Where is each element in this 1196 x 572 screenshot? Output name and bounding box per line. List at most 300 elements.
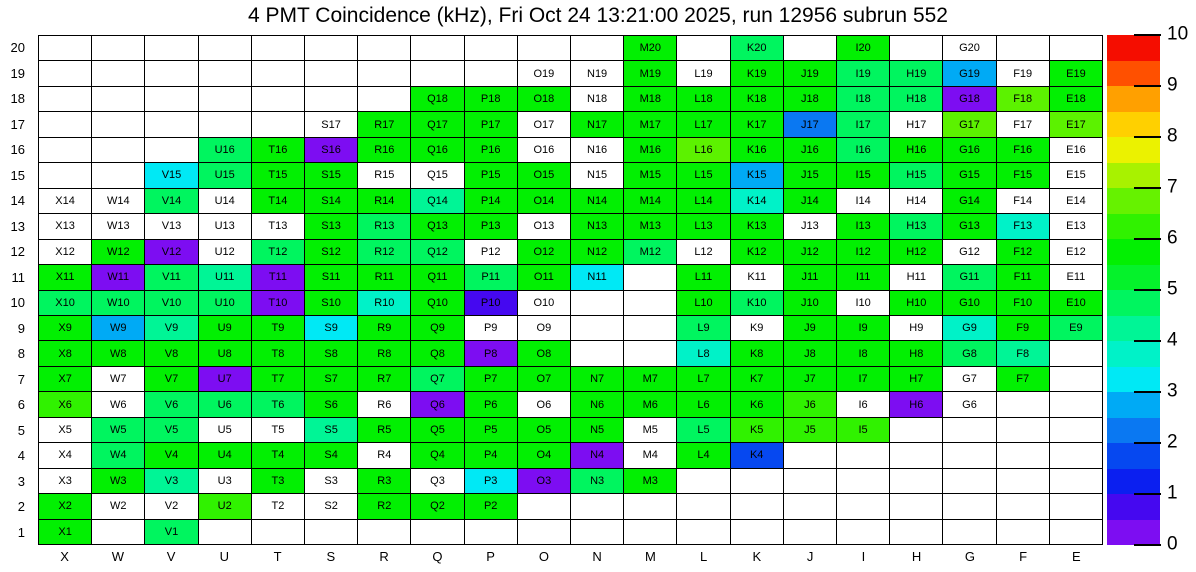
heatmap-cell: I14 [837,189,890,214]
y-axis-tick-label: 8 [17,346,25,362]
y-axis-tick-label: 20 [10,40,25,56]
heatmap-cell: N11 [571,265,624,290]
heatmap-cell [358,36,411,61]
heatmap-cell: P8 [465,341,518,366]
heatmap-cell: M20 [624,36,677,61]
x-axis-tick-label: X [60,549,69,564]
colorbar-tick-label: 8 [1167,125,1178,147]
heatmap-cell [943,418,996,443]
heatmap-cell: X7 [39,367,92,392]
heatmap-cell: R5 [358,418,411,443]
heatmap-cell: L8 [677,341,730,366]
heatmap-cell [677,494,730,519]
heatmap-cell: N7 [571,367,624,392]
heatmap-cell: X12 [39,240,92,265]
heatmap-cell: F9 [997,316,1050,341]
heatmap-cell: H7 [890,367,943,392]
y-axis-tick-label: 6 [17,397,25,413]
heatmap-cell: S12 [305,240,358,265]
heatmap-cell [92,36,145,61]
heatmap-cell: F19 [997,61,1050,86]
heatmap-cell: P11 [465,265,518,290]
heatmap-cell: O5 [518,418,571,443]
heatmap-cell: S8 [305,341,358,366]
heatmap-cell: Q15 [411,163,464,188]
heatmap-cell: T12 [252,240,305,265]
heatmap-cell [39,36,92,61]
heatmap-cell: F7 [997,367,1050,392]
colorbar-band [1107,316,1160,342]
heatmap-cell [890,443,943,468]
heatmap-cell [411,61,464,86]
colorbar-band [1107,239,1160,265]
heatmap-cell: L5 [677,418,730,443]
y-axis-tick-label: 15 [10,167,25,183]
y-axis-tick-label: 2 [17,499,25,515]
heatmap-cell: M19 [624,61,677,86]
heatmap-cell [199,61,252,86]
heatmap-cell [571,341,624,366]
heatmap-cell: F12 [997,240,1050,265]
heatmap-cell: T8 [252,341,305,366]
heatmap-cell: F11 [997,265,1050,290]
heatmap-cell: I6 [837,392,890,417]
heatmap-cell: I12 [837,240,890,265]
heatmap-cell: W6 [92,392,145,417]
heatmap-cell: T14 [252,189,305,214]
heatmap-cell: U7 [199,367,252,392]
heatmap-cell: F18 [997,87,1050,112]
heatmap-cell: E10 [1050,291,1103,316]
heatmap-cell: E13 [1050,214,1103,239]
heatmap-cell: R8 [358,341,411,366]
heatmap-cell: O18 [518,87,571,112]
heatmap-cell: O9 [518,316,571,341]
heatmap-cell: G6 [943,392,996,417]
heatmap-cell: I18 [837,87,890,112]
heatmap-cell: P3 [465,469,518,494]
colorbar-tick-label: 1 [1167,482,1178,504]
heatmap-cell [1050,443,1103,468]
heatmap-cell [1050,36,1103,61]
colorbar-band [1107,163,1160,189]
heatmap-cell [1050,520,1103,545]
heatmap-cell: P15 [465,163,518,188]
colorbar-band [1107,290,1160,316]
heatmap-cell: H11 [890,265,943,290]
heatmap-cell: S3 [305,469,358,494]
heatmap-cell: F16 [997,138,1050,163]
heatmap-cell: G12 [943,240,996,265]
heatmap-cell: I17 [837,112,890,137]
heatmap-cell: Q8 [411,341,464,366]
colorbar [1107,35,1160,545]
heatmap-cell: P10 [465,291,518,316]
heatmap-cell: T4 [252,443,305,468]
heatmap-cell: V4 [145,443,198,468]
heatmap-cell: S7 [305,367,358,392]
heatmap-cell: T7 [252,367,305,392]
heatmap-cell: I8 [837,341,890,366]
heatmap-cell: N17 [571,112,624,137]
colorbar-tick-label: 3 [1167,380,1178,402]
x-axis-tick-label: I [861,549,866,564]
heatmap-cell: X13 [39,214,92,239]
heatmap-cell [92,87,145,112]
heatmap-cell: R3 [358,469,411,494]
heatmap-cell: V12 [145,240,198,265]
heatmap-cell: S17 [305,112,358,137]
heatmap-cell: O11 [518,265,571,290]
heatmap-cell: K19 [731,61,784,86]
x-axis-tick-label: P [486,549,495,564]
heatmap-cell: T2 [252,494,305,519]
heatmap-cell [997,520,1050,545]
heatmap-cell: T16 [252,138,305,163]
heatmap-cell: W4 [92,443,145,468]
colorbar-band [1107,265,1160,291]
heatmap-cell [997,469,1050,494]
heatmap-cell [145,36,198,61]
heatmap-cell: U11 [199,265,252,290]
heatmap-cell [571,316,624,341]
heatmap-cell: I20 [837,36,890,61]
heatmap-cell: L11 [677,265,730,290]
heatmap-cell [890,469,943,494]
heatmap-cell [252,112,305,137]
heatmap-cell: U13 [199,214,252,239]
x-axis-tick-label: G [964,549,975,564]
heatmap-cell [837,469,890,494]
heatmap-cell: G18 [943,87,996,112]
heatmap-cell [997,36,1050,61]
heatmap-cell: Q5 [411,418,464,443]
heatmap-cell [1050,418,1103,443]
heatmap-cell: O16 [518,138,571,163]
heatmap-cell: K20 [731,36,784,61]
heatmap-cell [305,36,358,61]
heatmap-cell: N12 [571,240,624,265]
heatmap-cell [837,443,890,468]
x-axis-tick-label: R [379,549,389,564]
heatmap-cell: X11 [39,265,92,290]
heatmap-cell [411,36,464,61]
heatmap-cell: K16 [731,138,784,163]
x-axis-tick-label: H [911,549,922,564]
heatmap-cell: I16 [837,138,890,163]
heatmap-cell: L17 [677,112,730,137]
heatmap-cell: W2 [92,494,145,519]
heatmap-cell: F15 [997,163,1050,188]
heatmap-cell: H6 [890,392,943,417]
colorbar-band [1107,35,1160,61]
heatmap-cell: G15 [943,163,996,188]
heatmap-cell: O19 [518,61,571,86]
heatmap-cell: R13 [358,214,411,239]
heatmap-cell: O8 [518,341,571,366]
heatmap-cell: J9 [784,316,837,341]
heatmap-cell: P12 [465,240,518,265]
heatmap-cell: I5 [837,418,890,443]
heatmap-cell: S16 [305,138,358,163]
heatmap-cell: H12 [890,240,943,265]
heatmap-cell: X5 [39,418,92,443]
heatmap-cell: V5 [145,418,198,443]
heatmap-cell [358,520,411,545]
heatmap-cell: E15 [1050,163,1103,188]
heatmap-cell [92,138,145,163]
y-axis-tick-label: 10 [10,295,25,311]
heatmap-cell: G10 [943,291,996,316]
heatmap-cell [890,494,943,519]
heatmap-cell: N3 [571,469,624,494]
heatmap-cell [305,61,358,86]
heatmap-cell: L18 [677,87,730,112]
heatmap-cell: O4 [518,443,571,468]
heatmap-cell: F13 [997,214,1050,239]
heatmap-cell: I19 [837,61,890,86]
heatmap-cell [199,112,252,137]
x-axis-tick-label: F [1019,549,1028,564]
x-axis-tick-label: K [752,549,762,564]
heatmap-cell: L10 [677,291,730,316]
colorbar-tick-label: 0 [1167,533,1178,555]
heatmap-cell: M16 [624,138,677,163]
x-axis-tick-label: L [700,549,708,564]
heatmap-cell: T3 [252,469,305,494]
heatmap-cell: O7 [518,367,571,392]
heatmap-cell [1050,367,1103,392]
x-axis-tick-label: W [111,549,125,564]
heatmap-cell [731,494,784,519]
y-axis-tick-label: 9 [17,320,25,336]
y-axis-tick-label: 11 [11,269,25,285]
heatmap-cell: U4 [199,443,252,468]
heatmap-cell: U6 [199,392,252,417]
heatmap-cell: T11 [252,265,305,290]
heatmap-cell: O3 [518,469,571,494]
heatmap-cell [890,418,943,443]
heatmap-cell: O14 [518,189,571,214]
heatmap-cell: O15 [518,163,571,188]
heatmap-cell: G9 [943,316,996,341]
heatmap-cell [997,418,1050,443]
heatmap-cell: G13 [943,214,996,239]
heatmap-cell: Q4 [411,443,464,468]
heatmap-cell: L12 [677,240,730,265]
heatmap-cell: N14 [571,189,624,214]
heatmap-cell: X3 [39,469,92,494]
x-axis-tick-label: U [219,549,230,564]
heatmap-cell: S15 [305,163,358,188]
heatmap-cell [145,112,198,137]
heatmap-cell: M7 [624,367,677,392]
heatmap-cell: U12 [199,240,252,265]
heatmap-cell: Q16 [411,138,464,163]
heatmap-cell: X8 [39,341,92,366]
y-axis-tick-label: 13 [10,218,25,234]
heatmap-cell [39,138,92,163]
heatmap-cell: R14 [358,189,411,214]
y-axis-tick-label: 12 [10,244,25,260]
heatmap-cell [92,112,145,137]
heatmap-cell [837,494,890,519]
heatmap-cell: V11 [145,265,198,290]
heatmap-cell: X1 [39,520,92,545]
heatmap-cell: Q9 [411,316,464,341]
heatmap-cell: E19 [1050,61,1103,86]
heatmap-cell: M15 [624,163,677,188]
heatmap-cell [624,316,677,341]
heatmap-cell: J18 [784,87,837,112]
heatmap-cell: V15 [145,163,198,188]
heatmap-cell: Q14 [411,189,464,214]
colorbar-tick-label: 2 [1167,431,1178,453]
x-axis-tick-label: O [538,549,549,564]
colorbar-band [1107,392,1160,418]
heatmap-cell: Q10 [411,291,464,316]
heatmap-cell: X14 [39,189,92,214]
heatmap-cell: V9 [145,316,198,341]
heatmap-cell: Q12 [411,240,464,265]
heatmap-cell [1050,392,1103,417]
heatmap-cell [252,61,305,86]
heatmap-cell: P16 [465,138,518,163]
heatmap-cell: K11 [731,265,784,290]
heatmap-cell: O10 [518,291,571,316]
heatmap-cell: L16 [677,138,730,163]
colorbar-tick-label: 6 [1167,227,1178,249]
heatmap-cell [837,520,890,545]
heatmap-cell: R12 [358,240,411,265]
heatmap-cell: U3 [199,469,252,494]
heatmap-cell: J19 [784,61,837,86]
heatmap-cell [199,87,252,112]
heatmap-cell [199,520,252,545]
heatmap-cell: G8 [943,341,996,366]
heatmap-cell [518,36,571,61]
heatmap-cell: N19 [571,61,624,86]
heatmap-cell: F8 [997,341,1050,366]
heatmap-cell [39,87,92,112]
heatmap-cell [465,520,518,545]
heatmap-cell: H14 [890,189,943,214]
colorbar-band [1107,469,1160,495]
heatmap-cell: E9 [1050,316,1103,341]
heatmap-cell: U5 [199,418,252,443]
heatmap-cell [39,61,92,86]
heatmap-cell: H19 [890,61,943,86]
heatmap-cell: P4 [465,443,518,468]
heatmap-cell [997,443,1050,468]
heatmap-cell: Q3 [411,469,464,494]
heatmap-cell [39,112,92,137]
heatmap-cell: R10 [358,291,411,316]
heatmap-cell [465,61,518,86]
heatmap-cell: S11 [305,265,358,290]
heatmap-cell: L4 [677,443,730,468]
heatmap-cell [943,520,996,545]
heatmap-cell [624,341,677,366]
heatmap-cell [252,520,305,545]
heatmap-cell: X4 [39,443,92,468]
heatmap-cell: J13 [784,214,837,239]
y-axis-tick-label: 5 [17,422,25,438]
colorbar-band [1107,188,1160,214]
heatmap-cell: M6 [624,392,677,417]
heatmap-cell: X6 [39,392,92,417]
y-axis-tick-label: 19 [10,65,25,81]
heatmap-cell: L19 [677,61,730,86]
heatmap-cell: H13 [890,214,943,239]
heatmap-cell: J11 [784,265,837,290]
heatmap-cell: X2 [39,494,92,519]
heatmap-cell: K18 [731,87,784,112]
heatmap-cell: K12 [731,240,784,265]
heatmap-cell: M17 [624,112,677,137]
heatmap-cell [92,61,145,86]
heatmap-cell [252,36,305,61]
colorbar-band [1107,341,1160,367]
heatmap-cell: J12 [784,240,837,265]
y-axis-tick-label: 3 [17,473,25,489]
heatmap-cell: U10 [199,291,252,316]
heatmap-cell [624,520,677,545]
heatmap-cell: K13 [731,214,784,239]
heatmap-cell: K9 [731,316,784,341]
x-axis-tick-label: S [326,549,336,564]
heatmap-cell [1050,494,1103,519]
heatmap-cell: P13 [465,214,518,239]
heatmap-cell: K15 [731,163,784,188]
heatmap-cell: S14 [305,189,358,214]
heatmap-cell: R2 [358,494,411,519]
heatmap-cell: T5 [252,418,305,443]
heatmap-cell [784,520,837,545]
heatmap-cell [252,87,305,112]
heatmap-cell: F14 [997,189,1050,214]
colorbar-tick-label: 4 [1167,329,1178,351]
x-axis-labels [38,549,1103,569]
heatmap-cell: P2 [465,494,518,519]
heatmap-cell: L9 [677,316,730,341]
heatmap-cell: W7 [92,367,145,392]
colorbar-band [1107,86,1160,112]
heatmap-cell: Q7 [411,367,464,392]
heatmap-grid [38,35,1103,545]
heatmap-cell: U2 [199,494,252,519]
heatmap-cell: O17 [518,112,571,137]
heatmap-cell: M4 [624,443,677,468]
y-axis-tick-label: 4 [17,448,25,464]
heatmap-cell: S6 [305,392,358,417]
heatmap-cell: J10 [784,291,837,316]
heatmap-cell: N5 [571,418,624,443]
heatmap-cell: J8 [784,341,837,366]
colorbar-band [1107,214,1160,240]
heatmap-cell [624,265,677,290]
heatmap-cell: F10 [997,291,1050,316]
heatmap-cell: J17 [784,112,837,137]
heatmap-cell: L7 [677,367,730,392]
heatmap-cell: R4 [358,443,411,468]
heatmap-cell: L6 [677,392,730,417]
heatmap-cell: H10 [890,291,943,316]
heatmap-cell: E12 [1050,240,1103,265]
heatmap-cell [571,291,624,316]
heatmap-cell [571,520,624,545]
heatmap-cell: J15 [784,163,837,188]
